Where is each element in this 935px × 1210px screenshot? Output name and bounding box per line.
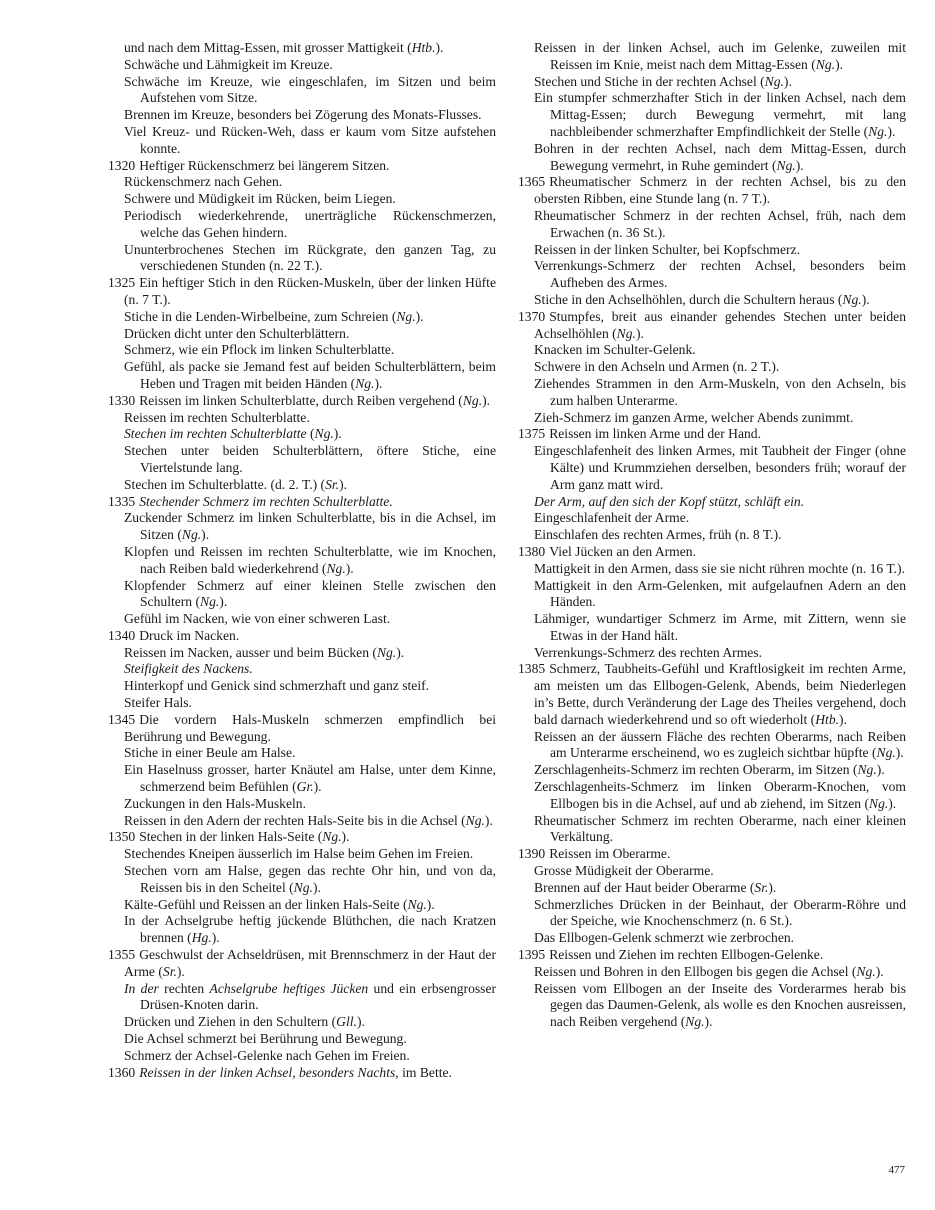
- entry-text: Schmerz, wie ein Pflock im linken Schulterblatte.: [124, 342, 395, 358]
- symptom-entry: [108, 410, 496, 427]
- symptom-entry: [108, 426, 496, 443]
- entry-text: Rheumatischer Schmerz im rechten Oberarme, nach einer kleinen Verkältung.: [534, 812, 906, 845]
- entry-text: Stechen unter beiden Schulterblättern, öftere Stiche, eine Viertelstunde lang.: [124, 443, 496, 475]
- symptom-entry: [518, 611, 906, 645]
- entry-text: Eingeschlafenheit der Arme.: [534, 510, 690, 526]
- symptom-entry: [518, 141, 906, 175]
- entry-text: Grosse Müdigkeit der Oberarme.: [534, 863, 714, 879]
- symptom-entry: [518, 208, 906, 242]
- entry-text: Schwäche im Kreuze, wie eingeschlafen, im Sitzen und beim Aufstehen vom Sitze.: [124, 73, 496, 106]
- entry-text: Heftiger Rückenschmerz bei längerem Sitzen.: [139, 157, 390, 173]
- symptom-entry: [108, 695, 496, 712]
- entry-text: In der rechten Achselgrube heftiges Jücken und ein erbsengrosser Drüsen-Knoten darin.: [124, 980, 497, 1013]
- symptom-entry: [518, 729, 906, 763]
- symptom-entry: [518, 846, 906, 863]
- entry-text: und nach dem Mittag-Essen, mit grosser Mattigkeit (Htb.).: [124, 40, 444, 55]
- entry-text: Geschwulst der Achseldrüsen, mit Brennschmerz in der Haut der Arme (Sr.).: [124, 947, 496, 979]
- symptom-entry: [518, 410, 906, 427]
- symptom-entry: [108, 813, 496, 830]
- symptom-entry: [108, 1031, 496, 1048]
- entry-text: Der Arm, auf den sich der Kopf stützt, schläft ein.: [534, 493, 805, 509]
- symptom-entry: [518, 258, 906, 292]
- symptom-entry: [108, 242, 496, 276]
- symptom-entry: [108, 897, 496, 914]
- entry-text: Kälte-Gefühl und Reissen an der linken Hals-Seite (Ng.).: [124, 896, 435, 912]
- entry-text: Mattigkeit in den Armen, dass sie sie nicht rühren mochte (n. 16 T.).: [534, 560, 905, 576]
- symptom-entry: [108, 578, 496, 612]
- symptom-entry: [518, 762, 906, 779]
- entry-text: Ziehendes Strammen in den Arm-Muskeln, von den Achseln, bis zum halben Unterarme.: [534, 375, 906, 408]
- entry-number: 1325: [108, 275, 136, 291]
- entry-text: Schwäche und Lähmigkeit im Kreuze.: [124, 56, 333, 72]
- entry-text: In der Achselgrube heftig jückende Blüthchen, die nach Kratzen brennen (Hg.).: [124, 913, 496, 946]
- entry-text: Reissen im linken Arme und der Hand.: [549, 426, 761, 442]
- symptom-entry: [108, 796, 496, 813]
- symptom-entry: [108, 477, 496, 494]
- entry-text: Stechen vorn am Halse, gegen das rechte Ohr hin, und von da, Reissen bis in den Scheitel (Ng.).: [124, 863, 496, 895]
- symptom-entry: [108, 846, 496, 863]
- symptom-entry: [108, 981, 496, 1015]
- entry-text: Knacken im Schulter-Gelenk.: [534, 342, 696, 358]
- entry-text: Zuckender Schmerz im linken Schulterblatte, bis in die Achsel, im Sitzen (Ng.).: [124, 510, 496, 543]
- symptom-entry: [518, 376, 906, 410]
- page-number: 477: [888, 1164, 905, 1176]
- entry-number: 1395: [518, 947, 546, 963]
- symptom-entry: [108, 40, 496, 57]
- entry-text: Drücken dicht unter den Schulterblättern.: [124, 325, 350, 341]
- symptom-entry: [518, 544, 906, 561]
- entry-text: Stiche in die Lenden-Wirbelbeine, zum Schreien (Ng.).: [124, 308, 424, 324]
- symptom-entry: [518, 880, 906, 897]
- symptom-entry: [108, 645, 496, 662]
- entry-text: Stiche in den Achselhöhlen, durch die Schultern heraus (Ng.).: [534, 291, 870, 307]
- entry-text: Stumpfes, breit aus einander gehendes Stechen unter beiden Achselhöhlen (Ng.).: [534, 308, 906, 341]
- symptom-entry: [518, 561, 906, 578]
- entry-text: Periodisch wiederkehrende, unerträgliche Rückenschmerzen, welche das Gehen hindern.: [124, 207, 496, 240]
- symptom-entry: [518, 981, 906, 1031]
- entry-number: 1380: [518, 543, 546, 559]
- entry-text: Viel Jücken an den Armen.: [549, 543, 696, 559]
- entry-number: 1350: [108, 829, 136, 845]
- symptom-entry: [108, 191, 496, 208]
- symptom-entry: [108, 107, 496, 124]
- entry-text: Bohren in der rechten Achsel, nach dem Mittag-Essen, durch Bewegung vermehrt, in Ruhe gemindert (Ng.).: [534, 140, 906, 173]
- symptom-entry: [108, 393, 496, 410]
- symptom-entry: [108, 208, 496, 242]
- symptom-entry: [108, 762, 496, 796]
- symptom-entry: [108, 829, 496, 846]
- symptom-entry: [108, 57, 496, 74]
- entry-text: Ein Haselnuss grosser, harter Knäutel am Halse, unter dem Kinne, schmerzend beim Befühlen (Gr.).: [124, 762, 496, 795]
- entry-text: Ein stumpfer schmerzhafter Stich in der linken Achsel, nach dem Mittag-Essen; durch Bewegung vermehrt, mit lang nachbleibender schmerzhafter Empfindlichkeit der Stelle (Ng.).: [534, 90, 906, 139]
- entry-text: Brennen im Kreuze, besonders bei Zögerung des Monats-Flusses.: [124, 107, 482, 123]
- entry-number: 1330: [108, 392, 136, 408]
- entry-text: Viel Kreuz- und Rücken-Weh, dass er kaum vom Sitze aufstehen konnte.: [124, 123, 496, 156]
- symptom-entry: [108, 947, 496, 981]
- entry-text: Schmerz, Taubheits-Gefühl und Kraftlosigkeit im rechten Arme, am meisten um das Ellbogen-Gelenk, Abends, beim Niederlegen in’s Bette, durch Veränderung der Lage des Theiles vergehend, doch bald darnach wiederkehrend und so oft wiederholt (Htb.).: [534, 661, 906, 727]
- entry-text: Zuckungen in den Hals-Muskeln.: [124, 795, 306, 811]
- symptom-entry: [108, 661, 496, 678]
- symptom-entry: [518, 863, 906, 880]
- symptom-entry: [518, 527, 906, 544]
- symptom-entry: [518, 292, 906, 309]
- symptom-entry: [518, 90, 906, 140]
- symptom-entry: [108, 309, 496, 326]
- symptom-entry: [108, 712, 496, 746]
- entry-text: Zerschlagenheits-Schmerz im linken Oberarm-Knochen, vom Ellbogen bis in die Achsel, auf und ab ziehend, im Sitzen (Ng.).: [534, 779, 906, 811]
- symptom-entry: [518, 813, 906, 847]
- entry-text: Ein heftiger Stich in den Rücken-Muskeln, über der linken Hüfte (n. 7 T.).: [124, 275, 496, 307]
- entry-text: Schmerz der Achsel-Gelenke nach Gehen im Freien.: [124, 1047, 410, 1063]
- entry-text: Ununterbrochenes Stechen im Rückgrate, den ganzen Tag, zu verschiedenen Stunden (n. 22 T.).: [124, 241, 496, 274]
- symptom-entry: [108, 678, 496, 695]
- entry-number: 1370: [518, 308, 546, 324]
- symptom-entry: [518, 309, 906, 343]
- entry-text: Stechendes Kneipen äusserlich im Halse beim Gehen im Freien.: [124, 846, 474, 862]
- symptom-entry: [108, 544, 496, 578]
- entry-text: Reissen an der äussern Fläche des rechten Oberarms, nach Reiben am Unterarme erscheinend, wo es zugleich sichtbar hüpfte (Ng.).: [534, 728, 906, 761]
- symptom-entry: [108, 494, 496, 511]
- symptom-entry: [518, 510, 906, 527]
- entry-text: Drücken und Ziehen in den Schultern (Gll.).: [124, 1014, 365, 1030]
- entry-number: 1385: [518, 661, 546, 677]
- entry-text: Stechen im rechten Schulterblatte (Ng.).: [124, 426, 342, 442]
- entry-text: Klopfender Schmerz auf einer kleinen Stelle zwischen den Schultern (Ng.).: [124, 577, 496, 610]
- symptom-entry: [108, 510, 496, 544]
- entry-text: Reissen vom Ellbogen an der Inseite des Vorderarmes herab bis gegen das Daumen-Gelenk, als wolle es den Knochen ausreissen, nach Reiben vergehend (Ng.).: [534, 980, 906, 1030]
- entry-text: Stechender Schmerz im rechten Schulterblatte.: [139, 493, 393, 509]
- entry-text: Gefühl, als packe sie Jemand fest auf beiden Schulterblättern, beim Heben und Tragen mit beiden Händen (Ng.).: [124, 359, 496, 391]
- entry-text: Mattigkeit in den Arm-Gelenken, mit aufgelaufnen Adern an den Händen.: [534, 577, 906, 610]
- entry-text: Rückenschmerz nach Gehen.: [124, 174, 283, 190]
- entry-text: Stechen im Schulterblatte. (d. 2. T.) (Sr.).: [124, 476, 348, 492]
- entry-text: Reissen und Ziehen im rechten Ellbogen-Gelenke.: [549, 947, 824, 963]
- entry-text: Das Ellbogen-Gelenk schmerzt wie zerbrochen.: [534, 930, 795, 946]
- entry-number: 1360: [108, 1064, 136, 1080]
- symptom-entry: [518, 645, 906, 662]
- entry-text: Zieh-Schmerz im ganzen Arme, welcher Abends zunimmt.: [534, 409, 854, 425]
- left-column: [108, 40, 496, 1081]
- entry-text: Stiche in einer Beule am Halse.: [124, 745, 296, 761]
- entry-text: Reissen in der linken Achsel, besonders Nachts, im Bette.: [139, 1064, 452, 1080]
- symptom-entry: [108, 1014, 496, 1031]
- entry-text: Reissen im Oberarme.: [549, 846, 671, 862]
- entry-text: Eingeschlafenheit des linken Armes, mit Taubheit der Finger (ohne Kälte) und Krummziehen derselben, besonders früh; worauf der Arm ganz matt wird.: [534, 443, 906, 492]
- symptom-entry: [108, 628, 496, 645]
- symptom-entry: [518, 947, 906, 964]
- entry-text: Reissen in den Adern der rechten Hals-Seite bis in die Achsel (Ng.).: [124, 812, 493, 828]
- entry-number: 1355: [108, 947, 136, 963]
- symptom-entry: [518, 174, 906, 208]
- entry-text: Reissen im rechten Schulterblatte.: [124, 409, 310, 425]
- symptom-entry: [108, 611, 496, 628]
- entry-number: 1340: [108, 627, 136, 643]
- entry-text: Druck im Nacken.: [139, 627, 240, 643]
- entry-text: Stechen in der linken Hals-Seite (Ng.).: [139, 829, 350, 845]
- entry-text: Lähmiger, wundartiger Schmerz im Arme, mit Zittern, wenn sie Etwas in der Hand hält.: [534, 611, 906, 643]
- symptom-entry: [518, 578, 906, 612]
- right-column: [518, 40, 906, 1031]
- entry-text: Schmerzliches Drücken in der Beinhaut, der Oberarm-Röhre und der Speiche, wie Knochenschmerz (n. 6 St.).: [534, 896, 906, 929]
- symptom-entry: [108, 342, 496, 359]
- entry-text: Reissen im Nacken, ausser und beim Bücken (Ng.).: [124, 644, 405, 660]
- entry-text: Verrenkungs-Schmerz der rechten Achsel, besonders beim Aufheben des Armes.: [534, 258, 906, 291]
- symptom-entry: [518, 779, 906, 813]
- entry-text: Die vordern Hals-Muskeln schmerzen empfindlich bei Berührung und Bewegung.: [124, 711, 496, 744]
- symptom-entry: [108, 359, 496, 393]
- symptom-entry: [108, 74, 496, 108]
- symptom-entry: [108, 174, 496, 191]
- symptom-entry: [518, 426, 906, 443]
- symptom-entry: [518, 359, 906, 376]
- entry-text: Hinterkopf und Genick sind schmerzhaft und ganz steif.: [124, 678, 430, 694]
- entry-number: 1345: [108, 711, 136, 727]
- entry-text: Zerschlagenheits-Schmerz im rechten Oberarm, im Sitzen (Ng.).: [534, 762, 885, 778]
- entry-text: Schwere in den Achseln und Armen (n. 2 T.).: [534, 359, 780, 375]
- entry-text: Brennen auf der Haut beider Oberarme (Sr.).: [534, 879, 777, 895]
- symptom-entry: [518, 74, 906, 91]
- entry-number: 1375: [518, 426, 546, 442]
- symptom-entry: [518, 342, 906, 359]
- entry-text: Rheumatischer Schmerz in der rechten Achsel, früh, nach dem Erwachen (n. 36 St.).: [534, 207, 906, 240]
- entry-text: Rheumatischer Schmerz in der rechten Achsel, bis zu den obersten Ribben, eine Stunde lang (n. 7 T.).: [534, 174, 906, 207]
- symptom-entry: [108, 158, 496, 175]
- entry-number: 1365: [518, 174, 546, 190]
- symptom-entry: [518, 40, 906, 74]
- symptom-entry: [108, 913, 496, 947]
- symptom-entry: [108, 1065, 496, 1082]
- symptom-entry: [518, 242, 906, 259]
- symptom-entry: [518, 897, 906, 931]
- symptom-entry: [518, 494, 906, 511]
- entry-number: 1335: [108, 493, 136, 509]
- entry-text: Reissen im linken Schulterblatte, durch Reiben vergehend (Ng.).: [139, 392, 491, 408]
- symptom-entry: [518, 930, 906, 947]
- symptom-entry: [518, 443, 906, 493]
- entry-text: Steifigkeit des Nackens.: [124, 661, 253, 677]
- entry-text: Die Achsel schmerzt bei Berührung und Bewegung.: [124, 1031, 407, 1047]
- symptom-entry: [108, 275, 496, 309]
- symptom-entry: [518, 661, 906, 728]
- entry-text: Einschlafen des rechten Armes, früh (n. 8 T.).: [534, 527, 782, 543]
- symptom-entry: [108, 745, 496, 762]
- symptom-entry: [518, 964, 906, 981]
- entry-text: Verrenkungs-Schmerz des rechten Armes.: [534, 644, 762, 660]
- symptom-entry: [108, 863, 496, 897]
- entry-text: Klopfen und Reissen im rechten Schulterblatte, wie im Knochen, nach Reiben bald wiederkehrend (Ng.).: [124, 543, 496, 576]
- entry-text: Reissen und Bohren in den Ellbogen bis gegen die Achsel (Ng.).: [534, 963, 884, 979]
- entry-number: 1320: [108, 157, 136, 173]
- entry-text: Steifer Hals.: [124, 695, 192, 711]
- entry-text: Stechen und Stiche in der rechten Achsel (Ng.).: [534, 73, 792, 89]
- entry-text: Reissen in der linken Achsel, auch im Gelenke, zuweilen mit Reissen im Knie, meist nach dem Mittag-Essen (Ng.).: [534, 40, 906, 72]
- entry-text: Gefühl im Nacken, wie von einer schweren Last.: [124, 611, 391, 627]
- symptom-entry: [108, 326, 496, 343]
- entry-text: Reissen in der linken Schulter, bei Kopfschmerz.: [534, 241, 800, 257]
- entry-number: 1390: [518, 846, 546, 862]
- symptom-entry: [108, 124, 496, 158]
- entry-text: Schwere und Müdigkeit im Rücken, beim Liegen.: [124, 191, 396, 207]
- symptom-entry: [108, 443, 496, 477]
- symptom-entry: [108, 1048, 496, 1065]
